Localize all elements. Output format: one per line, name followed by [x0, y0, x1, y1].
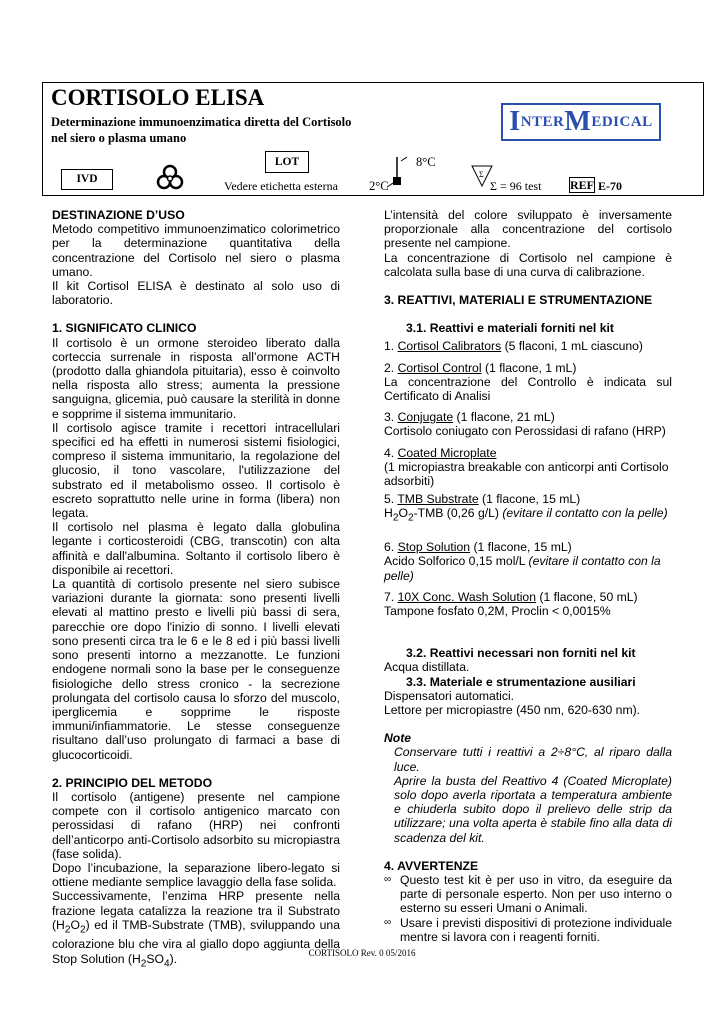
reagent-1: 1. Cortisol Calibrators (5 flaconi, 1 mL ciascuno)	[384, 339, 643, 354]
section-4-title: 4. AVVERTENZE	[384, 858, 479, 873]
s1-p1: Il cortisolo è un ormone steroideo liberato dalla corteccia surrenale in risposta all’ormone ACTH (prodotto dalla ghiandola pituitaria), esso è coinvolto nella risposta allo stress; aumenta la pressione sanguigna, glicemia, può causare la sterilità in donne e sopprime il sistema immunitario.	[52, 335, 340, 421]
reagent-7: 7. 10X Conc. Wash Solution (1 flacone, 50 mL)	[384, 589, 638, 604]
section-3-2-text: Acqua distillata.	[384, 660, 470, 675]
note-title: Note	[384, 731, 412, 746]
warning-item-1	[384, 873, 672, 916]
left-column	[52, 208, 340, 971]
intermedical-logo: I NTER M EDICAL	[501, 103, 661, 141]
ref-label-box: REF	[570, 178, 594, 192]
section-3-3-title: 3.3. Materiale e strumentazione ausiliari	[406, 674, 636, 689]
temp-low: 2°C	[369, 179, 389, 193]
bullet-icon: ∞	[384, 873, 392, 885]
s2-p3: Successivamente, l’enzima HRP presente nella frazione legata catalizza la reazione tra il Substrato $(H_2O_2)$ ed il TMB-Substrate (TMB), sviluppando una colorazione blu che vira al giallo dopo aggiunta della Stop Solution $(H_2SO_4)$.	[52, 889, 340, 970]
right-column	[384, 208, 672, 944]
section-3-1-title: 3.1. Reattivi e materiali forniti nel kit	[406, 321, 614, 336]
section-3-3-text-1: Dispensatori automatici.	[384, 688, 515, 703]
right-p1: L’intensità del colore sviluppato è inversamente proporzionale alla concentrazione del cortisolo presente nel campione.	[384, 208, 672, 251]
reagent-3: 3. Conjugate (1 flacone, 21 mL)	[384, 410, 555, 425]
section-destinazione-title: DESTINAZIONE D’USO	[52, 208, 185, 222]
section-3-2-title: 3.2. Reattivi necessari non forniti nel kit	[406, 646, 636, 661]
s2-p2: Dopo l’incubazione, la separazione libero-legato si ottiene mediante semplice lavaggio della fase solida.	[52, 860, 340, 890]
bullet-icon: ∞	[384, 916, 392, 928]
reagent-7-desc: Tampone fosfato 0,2M, Proclin < 0,0015%	[384, 603, 611, 618]
lot-label-box: LOT	[265, 151, 309, 173]
right-p2: La concentrazione di Cortisolo nel campione è calcolata sulla base di una curva di calibrazione.	[384, 250, 672, 279]
s1-p4: La quantità di cortisolo presente nel siero subisce variazioni durante la giornata: sono presenti livelli elevati al mattino presto e livelli più bassi di sera, parecchie ore dopo l'inizio di sonno. I livelli elevati sono presenti circa tra le 6 e le 8 ed i più bassi livelli sono presenti intorno a mezzanotte. Le funzioni endogene normali sono la base per le conseguenze fisiologiche dello stress cronico - la secrezione prolungata del cortisolo causa lo sforzo del muscolo, iperglicemia e sopprime le risposte immuni/infiammatorie. Le stesse conseguenze risultano dall’uso prolungato di farmaci a base di glucocorticoidi.	[52, 577, 340, 762]
warning-text-1: Questo test kit è per uso in vitro, da eseguire da parte di personale esperto. Non per uso interno o esterno su esseri Umani o Animali.	[400, 872, 672, 916]
reagent-6-desc: Acido Solforico 0,15 mol/L (evitare il contatto con la pelle)	[384, 554, 661, 583]
warning-item-2	[384, 916, 672, 944]
note-p1: Conservare tutti i reattivi a 2÷8°C, al riparo dalla luce.	[394, 745, 672, 774]
reagent-4-desc: (1 micropiastra breakable con anticorpi anti Cortisolo adsorbiti)	[384, 459, 669, 489]
subtitle-line-1: Determinazione immunoenzimatica diretta del Cortisolo	[51, 115, 352, 129]
ref-value: E-70	[598, 179, 622, 193]
s2-p1: Il cortisolo (antigene) presente nel campione compete con il cortisolo antigenico marcato con perossidasi di rafano (HRP) nei confronti dell’anticorpo anti-Cortisolo adsorbito su micropiastra (fase solida).	[52, 789, 340, 861]
page-footer: CORTISOLO Rev. 0 05/2016	[308, 948, 416, 958]
lot-note: Vedere etichetta esterna	[224, 179, 338, 193]
header-box	[42, 82, 704, 196]
section-2-title: 2. PRINCIPIO DEL METODO	[52, 775, 213, 790]
test-count: Σ = 96 test	[490, 179, 542, 193]
s1-p2: Il cortisolo agisce tramite i recettori intracellulari specifici ed ha effetti in numerosi sistemi fisiologici, compreso il sistema immunitario, la regolazione del glucosio, il tono vascolare, l'utilizzazione del substrato ed il metabolismo osseo. Il cortisolo è escreto soprattutto nelle urine in forma (libera) non legata.	[52, 420, 340, 521]
temp-high: 8°C	[416, 155, 436, 169]
reagent-3-desc: Cortisolo coniugato con Perossidasi di rafano (HRP)	[384, 424, 666, 439]
note-p2: Aprire la busta del Reattivo 4 (Coated Microplate) solo dopo averla riportata a temperatura ambiente e chiuderla subito dopo il prelievo delle strip da utilizzare; una volta aperta è stabile fino alla data di scadenza del kit.	[394, 773, 672, 845]
section-3-3-text-2: Lettore per micropiastre (450 nm, 620-630 nm).	[384, 702, 641, 717]
ivd-label-box: IVD	[61, 169, 113, 190]
s1-p3: Il cortisolo nel plasma è legato dalla globulina legante i corticosteroidi (CBG, transcotin) con alta affinità e dall'albumina. Soltanto il cortisolo libero è disponibile ai recettori.	[52, 520, 340, 577]
section-1-title: 1. SIGNIFICATO CLINICO	[52, 321, 197, 336]
subtitle-line-2: nel siero o plasma umano	[51, 131, 187, 145]
reagent-2: 2. Cortisol Control (1 flacone, 1 mL)	[384, 360, 577, 375]
document-title: CORTISOLO ELISA	[51, 85, 265, 110]
section-3-title: 3. REATTIVI, MATERIALI E STRUMENTAZIONE	[384, 293, 653, 308]
reagent-6: 6. Stop Solution (1 flacone, 15 mL)	[384, 540, 572, 555]
destinazione-p2: Il kit Cortisol ELISA è destinato al solo uso di laboratorio.	[52, 279, 340, 308]
reagent-5: 5. TMB Substrate (1 flacone, 15 mL)	[384, 492, 581, 507]
destinazione-p1: Metodo competitivo immunoenzimatico colorimetrico per la determinazione quantitativa della concentrazione del Cortisolo nel siero o plasma umano.	[52, 222, 340, 279]
reagent-5-desc: $H_2O_2$-TMB (0,26 g/L) (evitare il contatto con la pelle)	[384, 506, 668, 524]
svg-text:Σ: Σ	[479, 170, 484, 179]
warning-text-2: Usare i previsti dispositivi di protezione individuale mentre si lavora con i reagenti forniti.	[400, 915, 672, 944]
reagent-2-desc: La concentrazione del Controllo è indicata sul Certificato di Analisi	[384, 374, 672, 404]
biohazard-icon	[155, 163, 185, 191]
reagent-4: 4. Coated Microplate	[384, 445, 497, 460]
